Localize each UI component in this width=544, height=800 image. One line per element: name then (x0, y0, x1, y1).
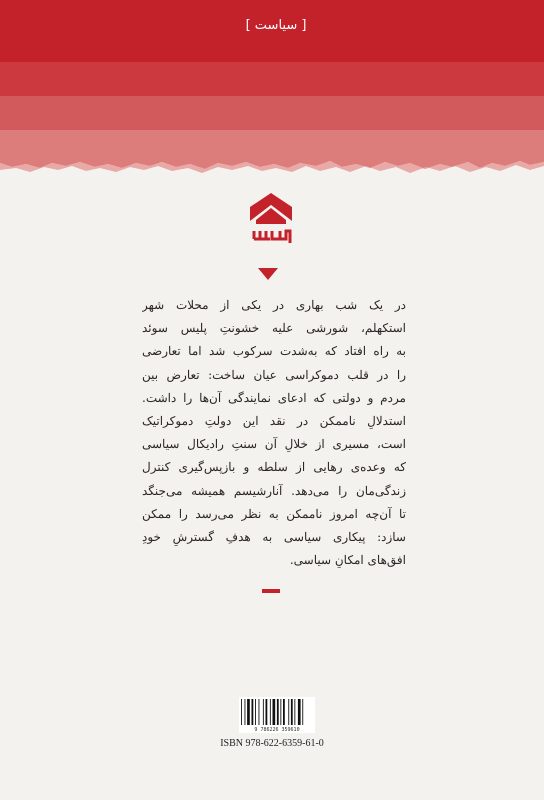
barcode-bar (255, 699, 256, 725)
publisher-logo-icon (246, 191, 296, 249)
blurb-line: سازد: پیکاری سیاسی به هدفِ گسترشِ خودِ (142, 530, 406, 545)
barcode-bar (302, 699, 303, 725)
blurb-line: مردم و دولتی که ادعای نمایندگی آن‌ها را داشت. (142, 390, 406, 405)
blurb-line: در یک شب بهاری در یکی از محلات شهر (142, 298, 406, 312)
barcode-bar (273, 699, 276, 725)
barcode-bar (252, 699, 254, 725)
blurb-line: زندگی‌مان را می‌دهد. آنارشیسم همیشه می‌جنگد (142, 483, 406, 498)
barcode-bar (270, 699, 271, 725)
blurb-line: افق‌های امکانِ سیاسی. (289, 553, 406, 568)
barcode-bar (288, 699, 289, 725)
blurb-line: به راه افتاد که به‌شدت سرکوب شد اما تعارضی (142, 344, 406, 359)
torn-paper-edge (0, 152, 544, 178)
blurb-line: که وعده‌ی رهایی از سلطه و بازپس‌گیری کنترل (142, 460, 406, 475)
isbn-number: ISBN 978-622-6359-61-0 (220, 738, 324, 749)
barcode-bar (266, 699, 268, 725)
blurb-text (142, 294, 406, 572)
barcode-bar (241, 699, 242, 725)
barcode (239, 697, 315, 733)
barcode-bar (294, 699, 295, 725)
barcode-digits: 9 786226 359610 (254, 727, 300, 733)
category-label: [ سیاست ] (245, 18, 307, 33)
barcode-bars-icon (241, 699, 313, 725)
red-dash-divider (262, 589, 280, 593)
header-band-3 (0, 96, 544, 130)
blurb-line: استکهلم، شورشی علیه خشونتِ پلیس سوئد (142, 321, 406, 336)
blurb-line: است، مسیری از خلالِ آن سنتِ رادیکال سیاسی (142, 437, 406, 452)
barcode-bar (259, 699, 260, 725)
barcode-bar (247, 699, 250, 725)
blurb-line: استدلالِ ناممکن در نقد این دولتِ دموکراتیک (142, 414, 406, 429)
barcode-bar (283, 699, 285, 725)
down-triangle-icon (258, 268, 278, 280)
barcode-bar (291, 699, 293, 725)
barcode-bar (263, 699, 264, 725)
header-band-2 (0, 62, 544, 96)
blurb-line: را در قلب دموکراسی عیان ساخت: تعارض بین (142, 367, 406, 382)
blurb-line: تا آن‌چه امروز ناممکن به نظر می‌رسد را ممکن (142, 506, 406, 521)
barcode-bar (245, 699, 246, 725)
barcode-bar (298, 699, 301, 725)
barcode-bar (280, 699, 281, 725)
barcode-bar (277, 699, 279, 725)
